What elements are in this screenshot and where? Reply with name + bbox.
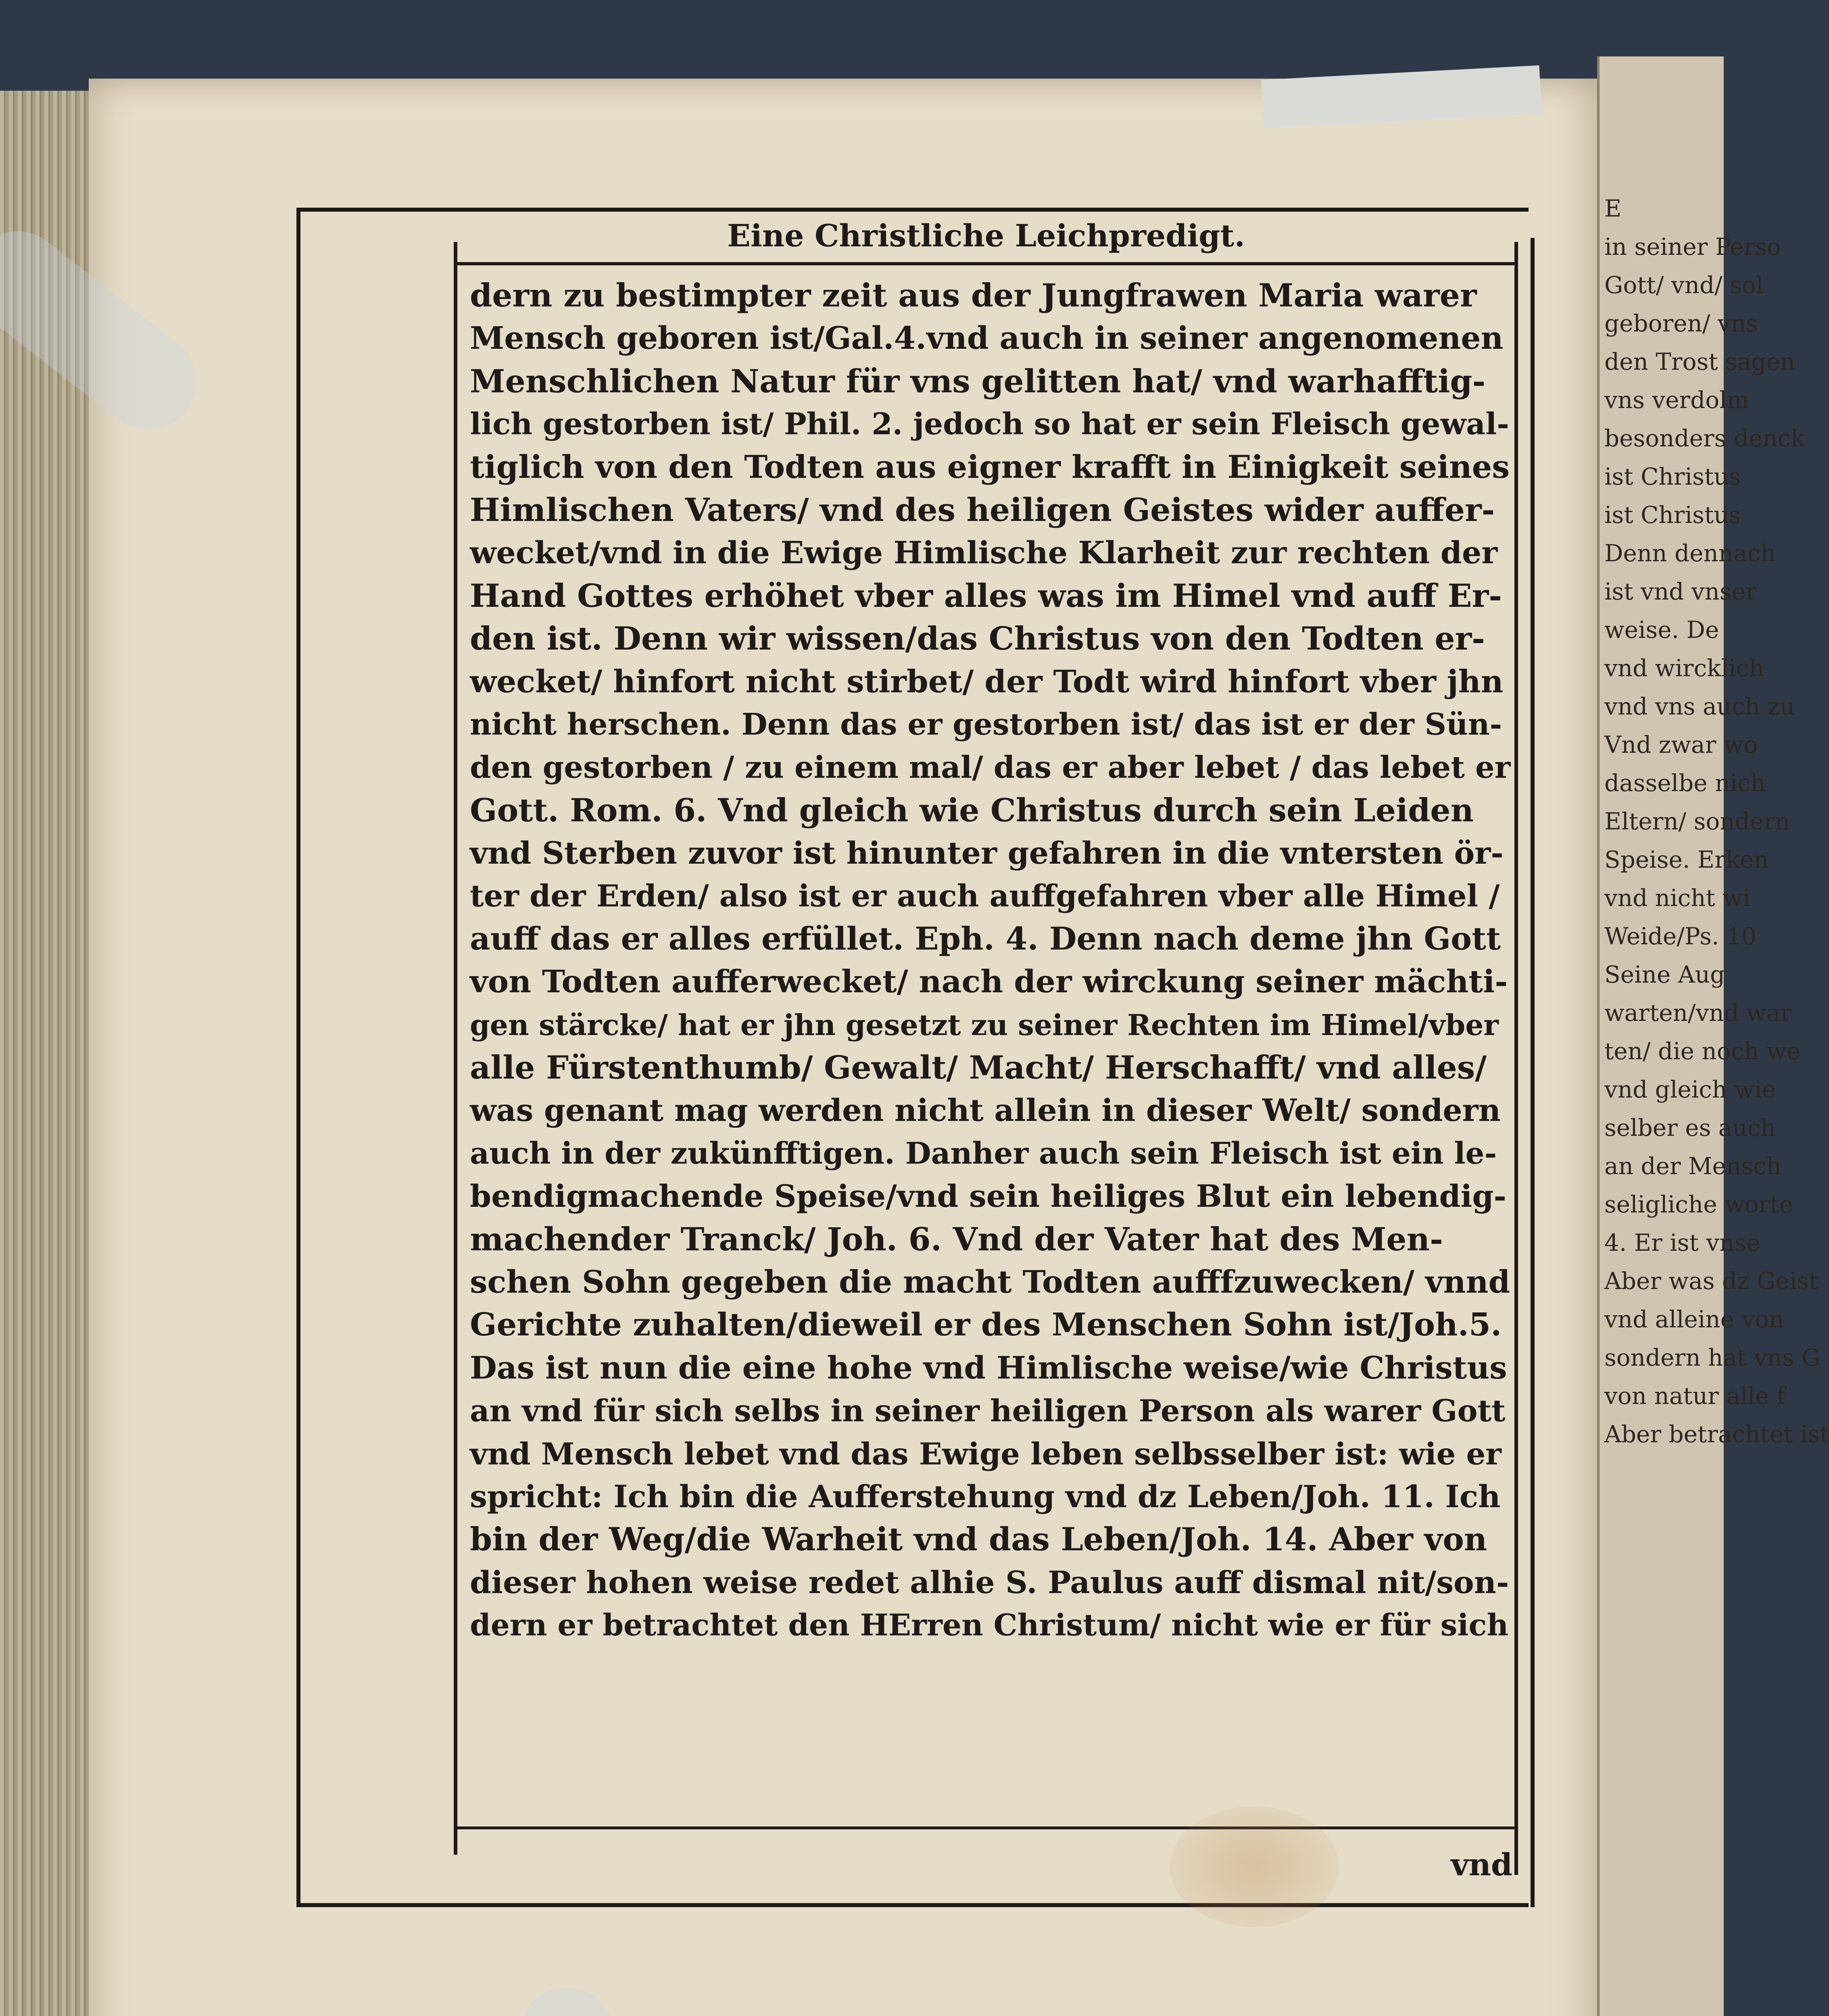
header-rule <box>456 262 1516 265</box>
text-line: dieser hohen weise redet alhie S. Paulus auff dismal nit/son- <box>470 1564 1509 1600</box>
adjacent-page-line: den Trost sagen <box>1604 348 1796 375</box>
text-line: Das ist nun die eine hohe vnd Himlische weise/wie Christus <box>470 1350 1507 1386</box>
text-line: Gerichte zuhalten/dieweil er des Menschen Sohn ist/Joh.5. <box>470 1306 1502 1343</box>
body-text <box>470 274 1510 1647</box>
text-line: Himlischen Vaters/ vnd des heiligen Geistes wider auffer- <box>470 491 1495 529</box>
adjacent-page-line: dasselbe nich <box>1604 769 1766 797</box>
adjacent-page-line: Seine Aug <box>1604 961 1725 988</box>
catchword: vnd <box>1451 1847 1512 1883</box>
adjacent-page-line: Gott/ vnd/ sol <box>1604 271 1764 299</box>
adjacent-page-line: besonders denck <box>1604 425 1805 452</box>
adjacent-page-line: 4. Er ist vnse <box>1604 1229 1760 1256</box>
adjacent-page-line: Aber was dz Geist <box>1604 1267 1819 1295</box>
adjacent-page-line: ist Christus <box>1604 501 1741 529</box>
text-line: wecket/vnd in die Ewige Himlische Klarheit zur rechten der <box>470 535 1498 571</box>
text-line: Mensch geboren ist/Gal.4.vnd auch in seiner angenomenen <box>470 320 1504 357</box>
adjacent-page-line: geboren/ vns <box>1604 310 1758 337</box>
frame-rule-left <box>296 208 300 1907</box>
text-line: bendigmachende Speise/vnd sein heiliges Blut ein lebendig- <box>470 1178 1507 1214</box>
text-line: auch in der zukünfftigen. Danher auch sein Fleisch ist ein le- <box>470 1136 1497 1171</box>
text-bottom-rule <box>456 1826 1516 1829</box>
frame-rule-right <box>1531 238 1535 1907</box>
adjacent-page-line: ist Christus <box>1604 463 1741 490</box>
adjacent-page-line: weise. De <box>1604 616 1719 644</box>
adjacent-page <box>1597 56 1829 2016</box>
frame-inner-rule-left <box>454 242 457 1855</box>
text-line: vnd Sterben zuvor ist hinunter gefahren in die vntersten ör- <box>470 835 1504 871</box>
adjacent-page-text <box>1600 190 1829 1454</box>
frame-inner-rule-right <box>1514 242 1518 1875</box>
adjacent-page-line: seligliche worte <box>1604 1191 1793 1218</box>
text-line: tiglich von den Todten aus eigner krafft in Einigkeit seines <box>470 448 1510 485</box>
text-line: wecket/ hinfort nicht stirbet/ der Todt wird hinfort vber jhn <box>470 663 1504 700</box>
adjacent-page-line: von natur alle f <box>1604 1382 1785 1410</box>
text-line: lich gestorben ist/ Phil. 2. jedoch so hat er sein Fleisch gewal- <box>470 407 1509 442</box>
text-line: von Todten aufferwecket/ nach der wirckung seiner mächti- <box>470 964 1508 1000</box>
adjacent-page-line: in seiner Perso <box>1604 233 1781 260</box>
text-line: auff das er alles erfüllet. Eph. 4. Denn nach deme jhn Gott <box>470 920 1501 957</box>
text-line: an vnd für sich selbs in seiner heiligen Person als warer Gott <box>470 1393 1506 1429</box>
adjacent-page-line: an der Mensch <box>1604 1152 1781 1180</box>
adjacent-page-line: warten/vnd war <box>1604 999 1792 1027</box>
text-line: alle Fürstenthumb/ Gewalt/ Macht/ Herschafft/ vnd alles/ <box>470 1049 1487 1087</box>
adjacent-page-line: vns verdolm <box>1604 386 1749 414</box>
text-line: dern er betrachtet den HErren Christum/ nicht wie er für sich <box>470 1608 1509 1643</box>
text-line: bin der Weg/die Warheit vnd das Leben/Joh. 14. Aber von <box>470 1520 1487 1558</box>
text-line: dern zu bestimpter zeit aus der Jungfrawen Maria warer <box>470 277 1477 314</box>
frame-rule-bottom <box>298 1903 1529 1907</box>
text-line: den gestorben / zu einem mal/ das er aber lebet / das lebet er <box>470 750 1511 785</box>
paper-stain <box>1170 1806 1339 1927</box>
adjacent-page-line: Aber betrachtet ist <box>1604 1420 1829 1448</box>
adjacent-page-line: E <box>1604 195 1622 222</box>
adjacent-page-line: vnd vns auch zu <box>1604 693 1795 720</box>
adjacent-page-line: Vnd zwar wo <box>1604 731 1758 758</box>
adjacent-page-line: Denn dennach <box>1604 539 1776 567</box>
text-line: nicht herschen. Denn das er gestorben ist/ das ist er der Sün- <box>470 707 1502 742</box>
adjacent-page-line: vnd wircklich <box>1604 654 1764 682</box>
text-line: Hand Gottes erhöhet vber alles was im Himel vnd auff Er- <box>470 577 1502 614</box>
frame-rule-top <box>298 208 1529 212</box>
adjacent-page-line: sondern hat vns G <box>1604 1344 1821 1371</box>
running-head: Eine Christliche Leichpredigt. <box>727 218 1245 254</box>
adjacent-page-line: Weide/Ps. 10 <box>1604 923 1756 950</box>
text-line: spricht: Ich bin die Aufferstehung vnd dz Leben/Joh. 11. Ich <box>470 1478 1501 1514</box>
text-line: vnd Mensch lebet vnd das Ewige leben selbsselber ist: wie er <box>470 1436 1502 1472</box>
adjacent-page-line: vnd nicht wi <box>1604 884 1750 912</box>
text-line: Menschlichen Natur für vns gelitten hat/ vnd warhafftig- <box>470 362 1486 400</box>
text-line: den ist. Denn wir wissen/das Christus von den Todten er- <box>470 620 1485 658</box>
adjacent-page-line: vnd alleine von <box>1604 1306 1784 1333</box>
adjacent-page-line: selber es auch <box>1604 1114 1776 1141</box>
text-line: Gott. Rom. 6. Vnd gleich wie Christus durch sein Leiden <box>470 791 1474 829</box>
text-line: gen stärcke/ hat er jhn gesetzt zu seiner Rechten im Himel/vber <box>470 1008 1499 1042</box>
adjacent-page-line: vnd gleich wie <box>1604 1076 1776 1103</box>
adjacent-page-line: Eltern/ sondern <box>1604 808 1790 835</box>
text-line: schen Sohn gegeben die macht Todten aufffzuwecken/ vnnd <box>470 1264 1510 1300</box>
adjacent-page-line: ten/ die noch we <box>1604 1037 1800 1065</box>
adjacent-page-line: ist vnd vnser <box>1604 578 1757 605</box>
adjacent-page-line: Speise. Erken <box>1604 846 1769 873</box>
text-line: ter der Erden/ also ist er auch auffgefahren vber alle Himel / <box>470 878 1500 914</box>
text-line: was genant mag werden nicht allein in dieser Welt/ sondern <box>470 1092 1501 1129</box>
text-line: machender Tranck/ Joh. 6. Vnd der Vater hat des Men- <box>470 1220 1443 1258</box>
